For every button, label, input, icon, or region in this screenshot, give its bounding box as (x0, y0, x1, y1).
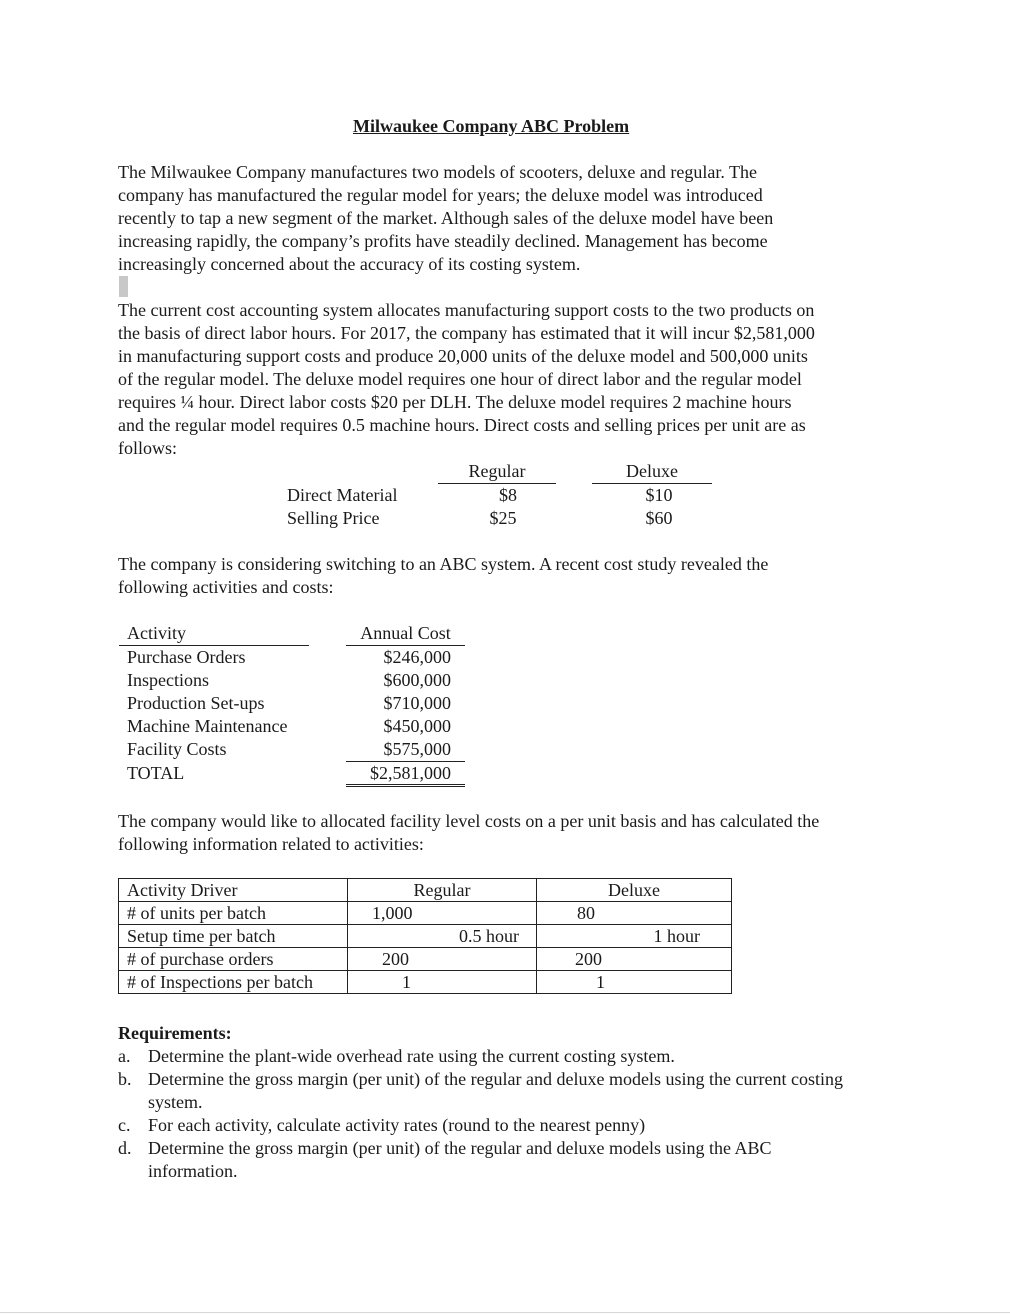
page-bottom-divider (0, 1312, 1010, 1313)
regular-cell: 200 (348, 948, 537, 971)
paragraph-line: follows: (118, 438, 178, 458)
activity-cost: $450,000 (383, 716, 451, 736)
deluxe-cell: 1 hour (537, 925, 732, 948)
price-cell-deluxe: $10 (645, 485, 673, 505)
requirement-label: d. (118, 1138, 132, 1158)
price-row-label: Selling Price (287, 508, 380, 528)
paragraph-line: following information related to activities: (118, 834, 424, 854)
price-cell-deluxe: $60 (645, 508, 673, 528)
price-cell-regular: $8 (499, 485, 517, 505)
intro-line: increasing rapidly, the company’s profits have steadily declined. Management has become (118, 231, 768, 251)
price-row-label: Direct Material (287, 485, 398, 505)
requirement-item (118, 1137, 772, 1160)
table-row (119, 971, 732, 994)
driver-cell: # of purchase orders (119, 948, 348, 971)
intro-paragraph (118, 161, 918, 276)
document-title: Milwaukee Company ABC Problem (353, 116, 630, 136)
deluxe-cell: 200 (537, 948, 732, 971)
activity-cost: $246,000 (383, 647, 451, 667)
total-cost: $2,581,000 (346, 762, 465, 787)
header-cell: Activity Driver (119, 879, 348, 902)
paragraph-line: in manufacturing support costs and produce 20,000 units of the deluxe model and 500,000 units (118, 346, 808, 366)
paragraph-line: The company is considering switching to an ABC system. A recent cost study revealed the (118, 554, 769, 574)
paragraph-line: following activities and costs: (118, 577, 334, 597)
table-row (119, 948, 732, 971)
header-cell: Deluxe (537, 879, 732, 902)
requirement-item (118, 1068, 843, 1091)
requirement-label: b. (118, 1069, 132, 1089)
activity-cost: $575,000 (346, 738, 465, 762)
table-header-row (119, 879, 732, 902)
deluxe-cell: 80 (537, 902, 732, 925)
activity-cost: $600,000 (383, 670, 451, 690)
current-system-paragraph (118, 299, 918, 460)
facility-intro-paragraph (118, 810, 918, 856)
price-header-deluxe: Deluxe (592, 460, 712, 484)
activity-name: Inspections (127, 670, 209, 690)
activity-name: Machine Maintenance (127, 716, 288, 736)
regular-cell: 1 (348, 971, 537, 994)
total-label: TOTAL (127, 763, 185, 783)
regular-cell: 0.5 hour (348, 925, 537, 948)
regular-cell: 1,000 (348, 902, 537, 925)
activity-cost: $710,000 (383, 693, 451, 713)
price-header-regular: Regular (438, 460, 556, 484)
paragraph-line: requires ¼ hour. Direct labor costs $20 per DLH. The deluxe model requires 2 machine hours (118, 392, 792, 412)
activity-name: Production Set-ups (127, 693, 265, 713)
table-row (119, 925, 732, 948)
requirement-text: Determine the gross margin (per unit) of the regular and deluxe models using the current costing (148, 1069, 843, 1089)
deluxe-cell: 1 (537, 971, 732, 994)
requirement-text: For each activity, calculate activity rates (round to the nearest penny) (148, 1115, 646, 1135)
activity-name: Facility Costs (127, 739, 227, 759)
activity-header: Activity (119, 622, 309, 646)
requirements-heading: Requirements: (118, 1023, 232, 1043)
activity-name: Purchase Orders (127, 647, 246, 667)
abc-intro-paragraph (118, 553, 918, 599)
paragraph-line: the basis of direct labor hours. For 2017, the company has estimated that it will incur $2,581,000 (118, 323, 815, 343)
driver-cell: Setup time per batch (119, 925, 348, 948)
paragraph-line: and the regular model requires 0.5 machine hours. Direct costs and selling prices per unit are as (118, 415, 806, 435)
intro-line: recently to tap a new segment of the market. Although sales of the deluxe model have been (118, 208, 774, 228)
table-row (119, 902, 732, 925)
annual-cost-header: Annual Cost (346, 622, 465, 646)
intro-line: increasingly concerned about the accuracy of its costing system. (118, 254, 581, 274)
intro-line: The Milwaukee Company manufactures two models of scooters, deluxe and regular. The (118, 162, 757, 182)
requirement-label: c. (118, 1115, 131, 1135)
requirement-item (118, 1045, 675, 1068)
requirement-text: Determine the plant-wide overhead rate using the current costing system. (148, 1046, 675, 1066)
activity-driver-table (118, 878, 732, 994)
paragraph-line: of the regular model. The deluxe model requires one hour of direct labor and the regular model (118, 369, 802, 389)
price-cell-regular: $25 (489, 508, 517, 528)
driver-cell: # of Inspections per batch (119, 971, 348, 994)
requirement-continuation: information. (148, 1161, 238, 1181)
requirement-continuation: system. (148, 1092, 203, 1112)
paragraph-line: The current cost accounting system allocates manufacturing support costs to the two products on (118, 300, 815, 320)
requirement-item (118, 1114, 645, 1137)
paragraph-line: The company would like to allocated facility level costs on a per unit basis and has calculated the (118, 811, 820, 831)
header-cell: Regular (348, 879, 537, 902)
intro-line: company has manufactured the regular model for years; the deluxe model was introduced (118, 185, 763, 205)
text-cursor-highlight (119, 276, 128, 297)
requirement-text: Determine the gross margin (per unit) of the regular and deluxe models using the ABC (148, 1138, 772, 1158)
driver-cell: # of units per batch (119, 902, 348, 925)
requirement-label: a. (118, 1046, 131, 1066)
